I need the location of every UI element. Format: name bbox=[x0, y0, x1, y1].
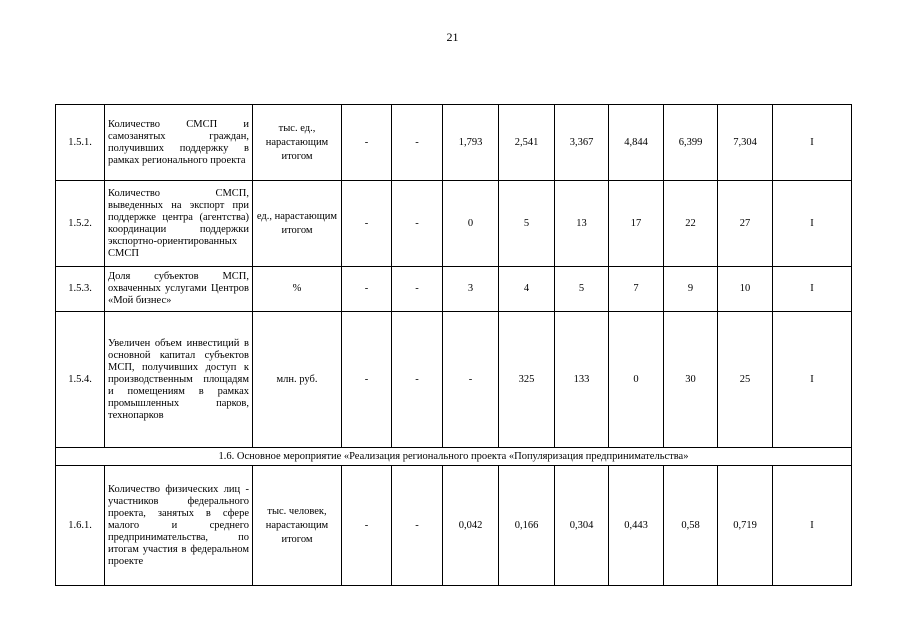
category-cell: I bbox=[773, 466, 852, 586]
value-cell: 0,719 bbox=[718, 466, 773, 586]
table-row bbox=[56, 105, 852, 181]
value-cell: 0,304 bbox=[555, 466, 609, 586]
value-cell: - bbox=[342, 267, 392, 312]
value-cell: 5 bbox=[555, 267, 609, 312]
value-cell: - bbox=[443, 312, 499, 448]
value-cell: 22 bbox=[664, 181, 718, 267]
value-cell: 0,443 bbox=[609, 466, 664, 586]
value-cell: 4 bbox=[499, 267, 555, 312]
value-cell: 6,399 bbox=[664, 105, 718, 181]
unit-cell: млн. руб. bbox=[253, 312, 342, 448]
value-cell: 0,166 bbox=[499, 466, 555, 586]
row-number-cell: 1.5.1. bbox=[56, 105, 105, 181]
value-cell: - bbox=[392, 105, 443, 181]
value-cell: - bbox=[342, 312, 392, 448]
table-row bbox=[56, 466, 852, 586]
value-cell: 4,844 bbox=[609, 105, 664, 181]
section-row bbox=[56, 448, 852, 466]
unit-cell: ед., нарастающим итогом bbox=[253, 181, 342, 267]
table-row bbox=[56, 312, 852, 448]
unit-cell: тыс. человек, нарастающим итогом bbox=[253, 466, 342, 586]
row-number-cell: 1.6.1. bbox=[56, 466, 105, 586]
value-cell: 25 bbox=[718, 312, 773, 448]
value-cell: 30 bbox=[664, 312, 718, 448]
table-row bbox=[56, 267, 852, 312]
row-number-cell: 1.5.4. bbox=[56, 312, 105, 448]
indicator-name-cell: Количество СМСП, выведенных на экспорт при поддержке центра (агентства) координации поддержки экспортно-ориентированных СМСП bbox=[105, 181, 253, 267]
value-cell: 0 bbox=[609, 312, 664, 448]
value-cell: 5 bbox=[499, 181, 555, 267]
indicator-name-cell: Увеличен объем инвестиций в основной капитал субъектов МСП, получивших доступ к производственным площадям и помещениям в рамках промышленных парков, технопарков bbox=[105, 312, 253, 448]
value-cell: - bbox=[342, 105, 392, 181]
category-cell: I bbox=[773, 105, 852, 181]
value-cell: 0 bbox=[443, 181, 499, 267]
indicator-name-cell: Доля субъектов МСП, охваченных услугами Центров «Мой бизнес» bbox=[105, 267, 253, 312]
value-cell: - bbox=[392, 181, 443, 267]
table-row bbox=[56, 181, 852, 267]
unit-cell: % bbox=[253, 267, 342, 312]
category-cell: I bbox=[773, 267, 852, 312]
value-cell: 3 bbox=[443, 267, 499, 312]
value-cell: - bbox=[392, 312, 443, 448]
value-cell: 0,042 bbox=[443, 466, 499, 586]
value-cell: 17 bbox=[609, 181, 664, 267]
unit-cell: тыс. ед., нарастающим итогом bbox=[253, 105, 342, 181]
category-cell: I bbox=[773, 312, 852, 448]
value-cell: 7 bbox=[609, 267, 664, 312]
table-body bbox=[56, 105, 852, 586]
value-cell: 3,367 bbox=[555, 105, 609, 181]
section-title: 1.6. Основное мероприятие «Реализация регионального проекта «Популяризация предпринимательства» bbox=[56, 448, 852, 466]
value-cell: 2,541 bbox=[499, 105, 555, 181]
value-cell: 1,793 bbox=[443, 105, 499, 181]
value-cell: - bbox=[392, 267, 443, 312]
value-cell: - bbox=[342, 181, 392, 267]
indicator-name-cell: Количество СМСП и самозанятых граждан, получивших поддержку в рамках регионального проекта bbox=[105, 105, 253, 181]
indicator-name-cell: Количество физических лиц - участников федерального проекта, занятых в сфере малого и среднего предпринимательства, по итогам участия в федеральном проекте bbox=[105, 466, 253, 586]
value-cell: 9 bbox=[664, 267, 718, 312]
value-cell: 325 bbox=[499, 312, 555, 448]
indicators-table bbox=[55, 104, 852, 586]
value-cell: 133 bbox=[555, 312, 609, 448]
row-number-cell: 1.5.2. bbox=[56, 181, 105, 267]
value-cell: 27 bbox=[718, 181, 773, 267]
row-number-cell: 1.5.3. bbox=[56, 267, 105, 312]
value-cell: - bbox=[392, 466, 443, 586]
value-cell: 10 bbox=[718, 267, 773, 312]
category-cell: I bbox=[773, 181, 852, 267]
value-cell: 13 bbox=[555, 181, 609, 267]
value-cell: 7,304 bbox=[718, 105, 773, 181]
page-number: 21 bbox=[446, 30, 459, 44]
value-cell: 0,58 bbox=[664, 466, 718, 586]
value-cell: - bbox=[342, 466, 392, 586]
